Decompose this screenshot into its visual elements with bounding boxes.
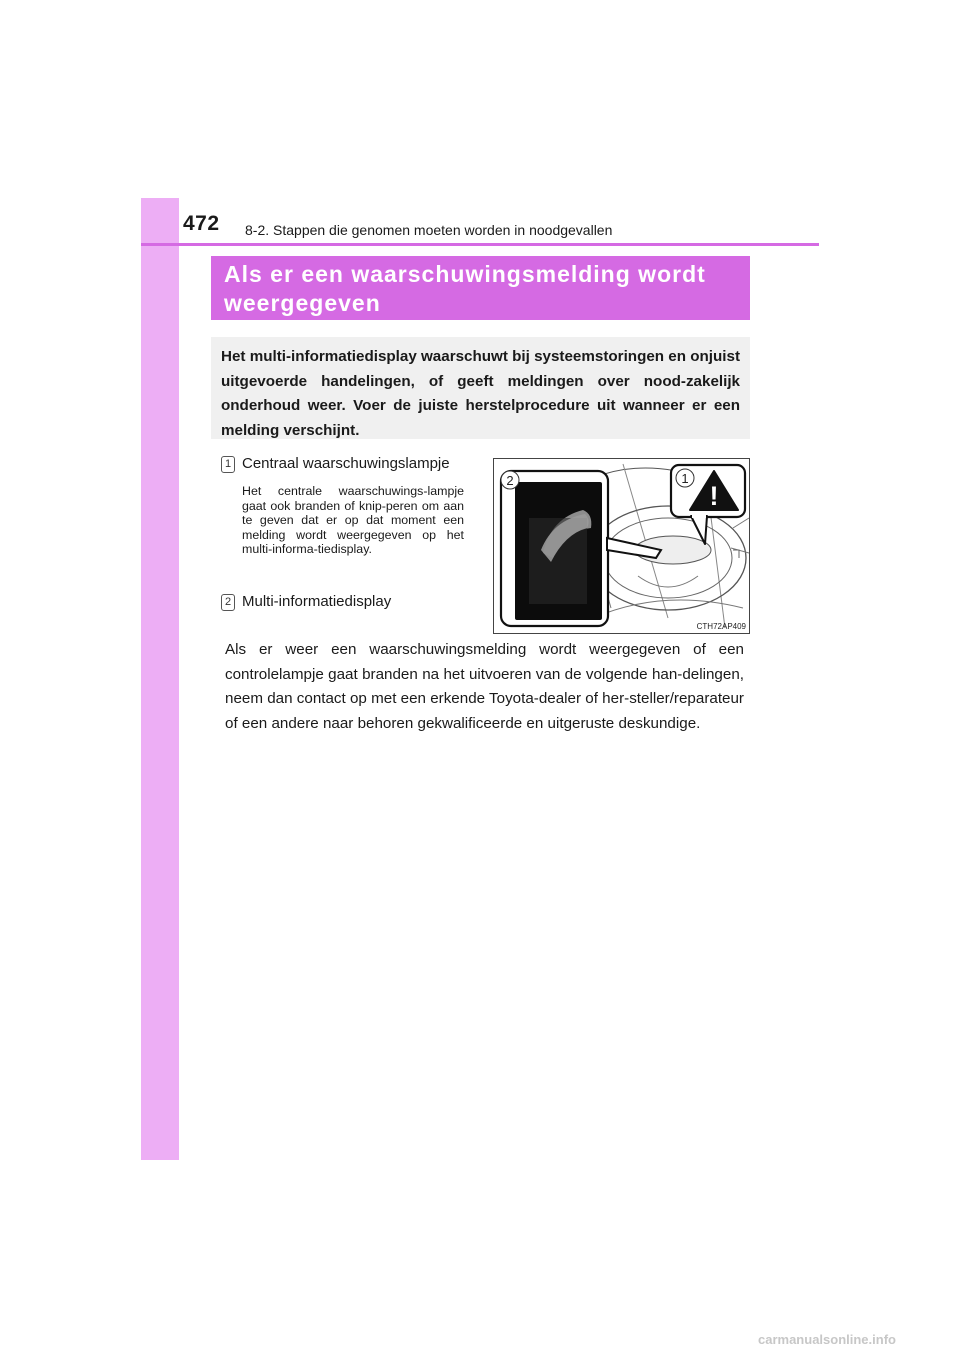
intro-box: Het multi-informatiedisplay waarschuwt bij systeemstoringen en onjuist uitgevoerde handelingen, of geeft meldingen over nood-zakelijk onderhoud weer. Voer de juiste herstelprocedure uit wanneer er een melding verschijnt. (211, 337, 750, 439)
header-tab (141, 198, 179, 244)
header-rule (141, 243, 819, 246)
watermark: carmanualsonline.info (758, 1332, 896, 1347)
callout-1-label: 1 (681, 471, 689, 486)
item-2-label: Multi-informatiedisplay (242, 593, 392, 610)
figure-code: CTH72AP409 (696, 622, 746, 631)
page-number: 472 (183, 212, 220, 235)
callout-2-label: 2 (506, 473, 514, 488)
closing-paragraph: Als er weer een waarschuwingsmelding wordt weergegeven of een controlelampje gaat branden na het uitvoeren van de volgende han-delingen, neem dan contact op met een erkende Toyota-dealer of her-steller/reparateur of een andere naar behoren gekwalificeerde en uitgeruste deskundige. (225, 641, 744, 732)
item-2-marker: 2 (221, 594, 235, 611)
chapter-side-band (141, 198, 179, 1160)
item-1-label: Centraal waarschuwingslampje (242, 455, 450, 472)
section-title: Als er een waarschuwingsmelding wordt weergegeven (211, 256, 750, 320)
warning-triangle-icon: ! (709, 481, 719, 511)
dashboard-illustration (493, 458, 750, 634)
item-1-description: Het centrale waarschuwings-lampje gaat ook branden of knip-peren om aan te geven dat er op dat moment een melding wordt weergegeven op het multi-informa-tiedisplay. (242, 484, 464, 557)
chapter-title: 8-2. Stappen die genomen moeten worden in noodgevallen (245, 222, 613, 238)
item-1-marker: 1 (221, 456, 235, 473)
